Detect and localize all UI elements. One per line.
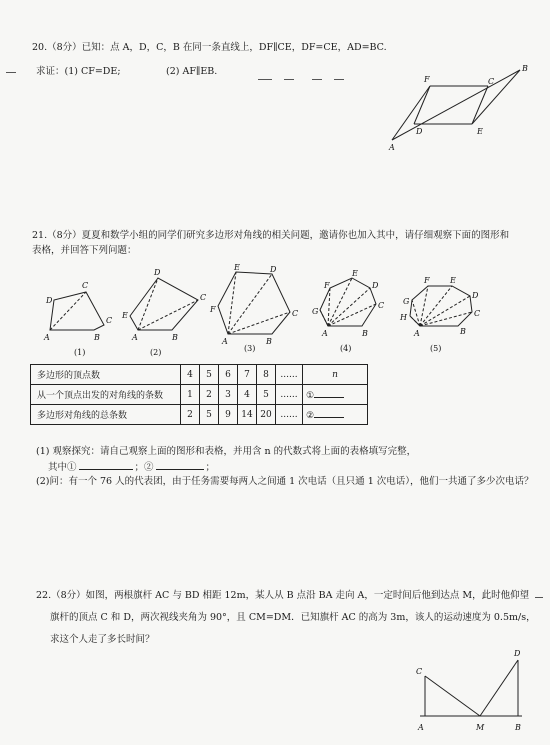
table-cell: 5 [257, 385, 276, 405]
table-cell: 5 [200, 405, 219, 425]
svg-text:F: F [424, 276, 430, 285]
svg-text:A: A [414, 329, 420, 338]
svg-text:C: C [292, 309, 299, 318]
q20-label-F: F [424, 75, 430, 84]
svg-text:C: C [82, 281, 89, 290]
table-cell: ...... [276, 405, 303, 425]
caption-2: (2) [150, 348, 162, 357]
svg-text:F: F [324, 281, 330, 290]
table-cell: 2 [200, 385, 219, 405]
svg-text:E: E [234, 263, 240, 272]
svg-text:A: A [222, 337, 228, 346]
table-cell: 4 [238, 385, 257, 405]
table-cell: 1 [181, 385, 200, 405]
table-cell: 3 [219, 385, 238, 405]
svg-text:D: D [270, 265, 277, 274]
caption-3: (3) [244, 344, 256, 353]
svg-text:B: B [266, 337, 272, 346]
q20-line2-part2: (2) AF∥EB. [166, 66, 218, 77]
blank-marker-2: ② [306, 410, 315, 421]
svg-text:A: A [44, 333, 50, 342]
svg-text:E: E [450, 276, 456, 285]
q20-label-E: E [477, 127, 483, 136]
table-cell: 4 [181, 365, 200, 385]
table-cell: 20 [257, 405, 276, 425]
svg-text:E: E [352, 269, 358, 278]
table-cell: ...... [276, 365, 303, 385]
table-cell: 2 [181, 405, 200, 425]
table-cell: 7 [238, 365, 257, 385]
table-cell: n [303, 365, 368, 385]
svg-text:B: B [172, 333, 178, 342]
q21-line1: 21.（8分）夏夏和数学小组的同学们研究多边形对角线的相关问题，邀请你也加入其中，请仔细观察下面的图形和 [32, 230, 510, 241]
q22-label-D: D [514, 649, 521, 658]
q22-line1: 22.（8分）如图，两根旗杆 AC 与 BD 相距 12m，某人从 B 点沿 BA 走向 A，一定时间后他到达点 M，此时他仰望 [36, 590, 530, 601]
q22-label-C: C [416, 667, 423, 676]
q22-line2: 旗杆的顶点 C 和 D，两次视线夹角为 90°，且 CM=DM．已知旗杆 AC 的高为 3m，该人的运动速度为 0.5m/s， [50, 612, 536, 623]
svg-text:B: B [460, 327, 466, 336]
q20-label-C: C [488, 77, 495, 86]
q21-part1: (1) 观察探究：请自己观察上面的图形和表格，并用含 n 的代数式将上面的表格填写完整， [36, 446, 417, 457]
table-cell: 14 [238, 405, 257, 425]
q20-label-D: D [416, 127, 423, 136]
fill-end: ； [205, 462, 216, 473]
table-cell: ...... [276, 385, 303, 405]
table-cell: 6 [219, 365, 238, 385]
caption-4: (4) [340, 344, 352, 353]
q20-line1: 20.（8分）已知：点 A，D，C，B 在同一条直线上，DF∥CE，DF=CE，AD=BC. [32, 42, 387, 53]
table-cell: 9 [219, 405, 238, 425]
svg-text:F: F [210, 305, 216, 314]
q22-line3: 求这个人走了多长时间？ [50, 634, 155, 645]
svg-text:A: A [132, 333, 138, 342]
fill-prefix: 其中① [48, 462, 77, 473]
svg-text:D: D [154, 268, 161, 277]
q20-label-A: A [389, 143, 395, 152]
q20-line2-part1: 求证：(1) CF=DE; [36, 66, 121, 77]
svg-text:B: B [362, 329, 368, 338]
caption-5: (5) [430, 344, 442, 353]
svg-text:D: D [472, 291, 479, 300]
table-cell: 多边形的顶点数 [31, 365, 181, 385]
q22-label-A: A [418, 723, 424, 732]
q22-label-M: M [476, 723, 485, 732]
q21-part2: (2)问：有一个 76 人的代表团，由于任务需要每两人之间通 1 次电话（且只通 1 次电话），他们一共通了多少次电话？ [36, 476, 534, 487]
table-cell: 5 [200, 365, 219, 385]
svg-text:C: C [200, 293, 207, 302]
svg-text:G: G [403, 297, 410, 306]
blank-marker-1: ① [306, 390, 315, 401]
svg-text:E: E [122, 311, 128, 320]
svg-text:A: A [322, 329, 328, 338]
svg-text:C: C [106, 316, 113, 325]
svg-text:H: H [400, 313, 407, 322]
fill-mid: ；② [134, 462, 154, 473]
svg-text:G: G [312, 307, 319, 316]
svg-text:D: D [372, 281, 379, 290]
q20-label-B: B [522, 64, 528, 73]
q22-label-B: B [515, 723, 521, 732]
table-cell: 从一个顶点出发的对角线的条数 [31, 385, 181, 405]
svg-text:B: B [94, 333, 100, 342]
svg-text:D: D [46, 296, 53, 305]
caption-1: (1) [74, 348, 86, 357]
q21-line2: 表格，并回答下列问题： [32, 245, 137, 256]
svg-text:C: C [474, 309, 481, 318]
svg-text:C: C [378, 301, 385, 310]
table-cell: 多边形对角线的总条数 [31, 405, 181, 425]
table-cell: 8 [257, 365, 276, 385]
